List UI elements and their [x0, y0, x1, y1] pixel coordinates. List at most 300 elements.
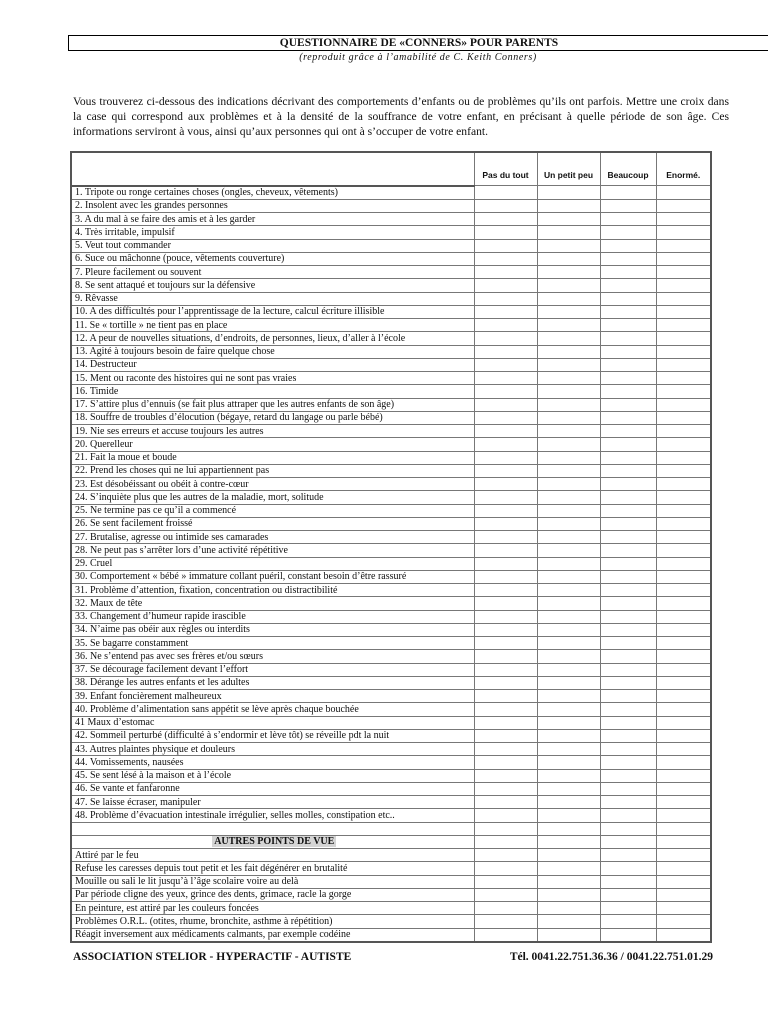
answer-checkbox[interactable]: [600, 782, 656, 795]
answer-checkbox[interactable]: [600, 478, 656, 491]
answer-checkbox[interactable]: [656, 902, 711, 915]
answer-checkbox[interactable]: [600, 544, 656, 557]
item-label: 15. Ment ou raconte des histoires qui ne sont pas vraies: [71, 372, 474, 385]
answer-checkbox[interactable]: [474, 345, 537, 358]
answer-checkbox[interactable]: [656, 597, 711, 610]
answer-checkbox[interactable]: [537, 756, 600, 769]
answer-checkbox: [474, 822, 537, 835]
answer-checkbox[interactable]: [600, 570, 656, 583]
answer-checkbox[interactable]: [656, 623, 711, 636]
answer-checkbox[interactable]: [537, 252, 600, 265]
question-row: [71, 650, 711, 663]
answer-checkbox[interactable]: [537, 478, 600, 491]
item-label: 22. Prend les choses qui ne lui appartiennent pas: [71, 464, 474, 477]
intro-paragraph: Vous trouverez ci-dessous des indications décrivant des comportements d’enfants ou de problèmes qu’ils ont parfois. Mettre une croix dans la case qui correspond aux problèmes et à la densité de la souffrance de votre enfant, en précisant à quelle période de son âge. Ces informations serviront à vous, ainsi qu’aux personnes qui ont à s’occuper de votre enfant.: [73, 95, 729, 138]
answer-checkbox[interactable]: [656, 464, 711, 477]
answer-checkbox[interactable]: [656, 888, 711, 901]
answer-checkbox[interactable]: [474, 504, 537, 517]
answer-checkbox[interactable]: [474, 650, 537, 663]
answer-checkbox[interactable]: [600, 557, 656, 570]
answer-checkbox[interactable]: [537, 809, 600, 822]
answer-checkbox: [537, 822, 600, 835]
item-label: 45. Se sent lésé à la maison et à l’école: [71, 769, 474, 782]
answer-checkbox[interactable]: [656, 637, 711, 650]
item-label: 2. Insolent avec les grandes personnes: [71, 199, 474, 212]
answer-checkbox[interactable]: [537, 888, 600, 901]
answer-checkbox[interactable]: [537, 504, 600, 517]
answer-checkbox[interactable]: [537, 862, 600, 875]
item-label: 9. Rêvasse: [71, 292, 474, 305]
answer-checkbox[interactable]: [537, 305, 600, 318]
answer-checkbox[interactable]: [656, 928, 711, 942]
answer-checkbox[interactable]: [656, 862, 711, 875]
answer-checkbox[interactable]: [537, 213, 600, 226]
empty-cell: [537, 835, 600, 848]
answer-checkbox[interactable]: [537, 875, 600, 888]
answer-checkbox[interactable]: [474, 279, 537, 292]
answer-checkbox[interactable]: [474, 464, 537, 477]
questionnaire-body: [71, 152, 711, 942]
question-row: [71, 796, 711, 809]
answer-checkbox[interactable]: [600, 796, 656, 809]
answer-checkbox[interactable]: [656, 769, 711, 782]
answer-checkbox[interactable]: [537, 570, 600, 583]
item-label: 40. Problème d’alimentation sans appétit se lève après chaque bouchée: [71, 703, 474, 716]
answer-checkbox[interactable]: [474, 372, 537, 385]
answer-checkbox[interactable]: [474, 862, 537, 875]
answer-checkbox[interactable]: [537, 597, 600, 610]
answer-checkbox[interactable]: [474, 252, 537, 265]
question-row: [71, 809, 711, 822]
answer-checkbox[interactable]: [537, 531, 600, 544]
other-question-row: [71, 902, 711, 915]
question-row: [71, 398, 711, 411]
section-title-cell: [71, 835, 474, 848]
answer-checkbox[interactable]: [474, 358, 537, 371]
question-row: [71, 464, 711, 477]
question-row: [71, 544, 711, 557]
document-subtitle: (reproduit grâce à l’amabilité de C. Keith Conners): [299, 52, 537, 63]
answer-checkbox[interactable]: [600, 809, 656, 822]
answer-checkbox[interactable]: [474, 319, 537, 332]
answer-checkbox[interactable]: [537, 186, 600, 200]
answer-checkbox[interactable]: [656, 305, 711, 318]
item-label: 37. Se décourage facilement devant l’effort: [71, 663, 474, 676]
answer-checkbox[interactable]: [656, 703, 711, 716]
answer-checkbox[interactable]: [537, 385, 600, 398]
answer-checkbox[interactable]: [474, 729, 537, 742]
answer-checkbox[interactable]: [600, 716, 656, 729]
answer-checkbox[interactable]: [537, 464, 600, 477]
answer-checkbox[interactable]: [656, 372, 711, 385]
answer-checkbox[interactable]: [537, 637, 600, 650]
answer-checkbox[interactable]: [537, 199, 600, 212]
answer-checkbox[interactable]: [600, 676, 656, 689]
answer-checkbox[interactable]: [600, 332, 656, 345]
answer-checkbox[interactable]: [656, 610, 711, 623]
question-row: [71, 438, 711, 451]
answer-checkbox[interactable]: [537, 544, 600, 557]
item-label: 33. Changement d’humeur rapide irascible: [71, 610, 474, 623]
answer-checkbox[interactable]: [474, 769, 537, 782]
answer-checkbox[interactable]: [656, 319, 711, 332]
answer-checkbox[interactable]: [600, 372, 656, 385]
answer-checkbox[interactable]: [656, 292, 711, 305]
answer-checkbox[interactable]: [537, 279, 600, 292]
answer-checkbox[interactable]: [537, 491, 600, 504]
answer-checkbox[interactable]: [600, 464, 656, 477]
answer-checkbox[interactable]: [656, 716, 711, 729]
answer-checkbox[interactable]: [537, 425, 600, 438]
answer-checkbox[interactable]: [656, 358, 711, 371]
answer-checkbox[interactable]: [656, 517, 711, 530]
answer-checkbox[interactable]: [537, 690, 600, 703]
item-label: Par période cligne des yeux, grince des dents, grimace, racle la gorge: [71, 888, 474, 901]
answer-checkbox[interactable]: [474, 623, 537, 636]
answer-checkbox[interactable]: [600, 252, 656, 265]
question-row: [71, 584, 711, 597]
answer-checkbox[interactable]: [474, 610, 537, 623]
answer-checkbox[interactable]: [537, 716, 600, 729]
question-row: [71, 252, 711, 265]
answer-checkbox[interactable]: [600, 491, 656, 504]
answer-checkbox[interactable]: [656, 915, 711, 928]
answer-checkbox[interactable]: [474, 398, 537, 411]
question-row: [71, 305, 711, 318]
answer-checkbox[interactable]: [537, 915, 600, 928]
answer-checkbox: [656, 822, 711, 835]
answer-checkbox[interactable]: [656, 279, 711, 292]
other-question-row: [71, 928, 711, 942]
answer-checkbox[interactable]: [600, 385, 656, 398]
answer-checkbox[interactable]: [600, 292, 656, 305]
other-question-row: [71, 862, 711, 875]
answer-checkbox[interactable]: [656, 398, 711, 411]
question-row: [71, 557, 711, 570]
answer-checkbox[interactable]: [474, 809, 537, 822]
answer-checkbox[interactable]: [537, 676, 600, 689]
answer-checkbox[interactable]: [656, 849, 711, 862]
answer-checkbox[interactable]: [474, 292, 537, 305]
item-label: 17. S’attire plus d’ennuis (se fait plus attraper que les autres enfants de son âge): [71, 398, 474, 411]
question-row: [71, 239, 711, 252]
answer-checkbox[interactable]: [600, 875, 656, 888]
answer-checkbox[interactable]: [600, 279, 656, 292]
answer-checkbox[interactable]: [474, 875, 537, 888]
answer-checkbox[interactable]: [537, 557, 600, 570]
answer-checkbox[interactable]: [600, 690, 656, 703]
answer-checkbox[interactable]: [537, 902, 600, 915]
column-header-beaucoup: Beaucoup: [600, 152, 656, 186]
item-label: En peinture, est attiré par les couleurs foncées: [71, 902, 474, 915]
answer-checkbox[interactable]: [656, 504, 711, 517]
answer-checkbox[interactable]: [474, 756, 537, 769]
answer-checkbox[interactable]: [656, 451, 711, 464]
answer-checkbox[interactable]: [600, 902, 656, 915]
question-row: [71, 266, 711, 279]
item-label: 5. Veut tout commander: [71, 239, 474, 252]
answer-checkbox[interactable]: [600, 398, 656, 411]
answer-checkbox[interactable]: [600, 504, 656, 517]
answer-checkbox[interactable]: [656, 411, 711, 424]
answer-checkbox[interactable]: [537, 928, 600, 942]
answer-checkbox[interactable]: [656, 875, 711, 888]
answer-checkbox[interactable]: [474, 226, 537, 239]
item-label: 1. Tripote ou ronge certaines choses (ongles, cheveux, vêtements): [71, 186, 474, 200]
answer-checkbox[interactable]: [600, 213, 656, 226]
answer-checkbox[interactable]: [600, 888, 656, 901]
answer-checkbox[interactable]: [474, 597, 537, 610]
item-label: 39. Enfant foncièrement malheureux: [71, 690, 474, 703]
answer-checkbox[interactable]: [600, 239, 656, 252]
answer-checkbox[interactable]: [474, 663, 537, 676]
answer-checkbox[interactable]: [656, 531, 711, 544]
answer-checkbox[interactable]: [474, 928, 537, 942]
answer-checkbox[interactable]: [600, 199, 656, 212]
answer-checkbox[interactable]: [474, 239, 537, 252]
answer-checkbox[interactable]: [600, 186, 656, 200]
item-label: 3. A du mal à se faire des amis et à les garder: [71, 213, 474, 226]
answer-checkbox[interactable]: [474, 411, 537, 424]
answer-checkbox[interactable]: [474, 849, 537, 862]
item-label: 46. Se vante et fanfaronne: [71, 782, 474, 795]
answer-checkbox[interactable]: [474, 570, 537, 583]
question-row: [71, 425, 711, 438]
answer-checkbox[interactable]: [656, 226, 711, 239]
answer-checkbox[interactable]: [537, 398, 600, 411]
answer-checkbox[interactable]: [537, 411, 600, 424]
answer-checkbox[interactable]: [600, 756, 656, 769]
question-row: [71, 186, 711, 200]
answer-checkbox[interactable]: [600, 650, 656, 663]
answer-checkbox[interactable]: [656, 663, 711, 676]
answer-checkbox[interactable]: [600, 531, 656, 544]
answer-checkbox[interactable]: [600, 703, 656, 716]
answer-checkbox[interactable]: [474, 385, 537, 398]
item-label: Refuse les caresses depuis tout petit et les fait dégénérer en brutalité: [71, 862, 474, 875]
answer-checkbox[interactable]: [537, 663, 600, 676]
answer-checkbox[interactable]: [656, 676, 711, 689]
answer-checkbox[interactable]: [537, 292, 600, 305]
answer-checkbox[interactable]: [656, 729, 711, 742]
answer-checkbox[interactable]: [474, 544, 537, 557]
answer-checkbox[interactable]: [537, 372, 600, 385]
item-label: 35. Se bagarre constamment: [71, 637, 474, 650]
item-label: 4. Très irritable, impulsif: [71, 226, 474, 239]
answer-checkbox[interactable]: [537, 358, 600, 371]
answer-checkbox[interactable]: [656, 266, 711, 279]
answer-checkbox[interactable]: [600, 915, 656, 928]
question-row: [71, 531, 711, 544]
item-label: Mouille ou sali le lit jusqu’à l’âge scolaire voire au delà: [71, 875, 474, 888]
answer-checkbox[interactable]: [537, 782, 600, 795]
answer-checkbox[interactable]: [474, 782, 537, 795]
answer-checkbox[interactable]: [537, 650, 600, 663]
item-label: 29. Cruel: [71, 557, 474, 570]
answer-checkbox[interactable]: [537, 319, 600, 332]
question-row: [71, 319, 711, 332]
answer-checkbox[interactable]: [600, 319, 656, 332]
answer-checkbox[interactable]: [537, 438, 600, 451]
answer-checkbox[interactable]: [600, 305, 656, 318]
answer-checkbox[interactable]: [537, 266, 600, 279]
answer-checkbox[interactable]: [600, 623, 656, 636]
answer-checkbox[interactable]: [600, 266, 656, 279]
item-label: 44. Vomissements, nausées: [71, 756, 474, 769]
answer-checkbox[interactable]: [656, 650, 711, 663]
answer-checkbox[interactable]: [537, 729, 600, 742]
answer-checkbox[interactable]: [600, 928, 656, 942]
answer-checkbox[interactable]: [656, 239, 711, 252]
question-row: [71, 610, 711, 623]
answer-checkbox[interactable]: [656, 756, 711, 769]
answer-checkbox[interactable]: [600, 729, 656, 742]
answer-checkbox[interactable]: [656, 809, 711, 822]
answer-checkbox[interactable]: [537, 703, 600, 716]
question-row: [71, 279, 711, 292]
item-label: 11. Se « tortille » ne tient pas en place: [71, 319, 474, 332]
footer-phone: Tél. 0041.22.751.36.36 / 0041.22.751.01.29: [509, 951, 713, 963]
answer-checkbox[interactable]: [474, 637, 537, 650]
answer-checkbox[interactable]: [474, 557, 537, 570]
answer-checkbox[interactable]: [474, 438, 537, 451]
answer-checkbox[interactable]: [656, 199, 711, 212]
column-header-enorme: Enormé.: [656, 152, 711, 186]
answer-checkbox[interactable]: [474, 332, 537, 345]
question-row: [71, 292, 711, 305]
answer-checkbox[interactable]: [656, 491, 711, 504]
question-row: [71, 385, 711, 398]
answer-checkbox[interactable]: [474, 199, 537, 212]
answer-checkbox[interactable]: [474, 743, 537, 756]
answer-checkbox[interactable]: [537, 743, 600, 756]
answer-checkbox[interactable]: [474, 796, 537, 809]
question-row: [71, 623, 711, 636]
answer-checkbox[interactable]: [474, 716, 537, 729]
answer-checkbox[interactable]: [474, 902, 537, 915]
answer-checkbox[interactable]: [600, 862, 656, 875]
answer-checkbox[interactable]: [656, 213, 711, 226]
item-label: 23. Est désobéissant ou obéit à contre-cœur: [71, 478, 474, 491]
answer-checkbox[interactable]: [600, 358, 656, 371]
answer-checkbox[interactable]: [537, 239, 600, 252]
answer-checkbox[interactable]: [537, 796, 600, 809]
answer-checkbox[interactable]: [656, 544, 711, 557]
answer-checkbox[interactable]: [656, 782, 711, 795]
answer-checkbox[interactable]: [474, 517, 537, 530]
question-row: [71, 637, 711, 650]
item-label: 43. Autres plaintes physique et douleurs: [71, 743, 474, 756]
answer-checkbox[interactable]: [600, 345, 656, 358]
question-row: [71, 491, 711, 504]
answer-checkbox[interactable]: [474, 186, 537, 200]
item-label: 16. Timide: [71, 385, 474, 398]
answer-checkbox[interactable]: [537, 769, 600, 782]
answer-checkbox[interactable]: [474, 305, 537, 318]
answer-checkbox[interactable]: [656, 584, 711, 597]
answer-checkbox[interactable]: [474, 676, 537, 689]
answer-checkbox[interactable]: [600, 769, 656, 782]
section-header-row: [71, 835, 711, 848]
answer-checkbox[interactable]: [656, 478, 711, 491]
answer-checkbox[interactable]: [600, 743, 656, 756]
empty-cell: [474, 835, 537, 848]
item-label: Problèmes O.R.L. (otites, rhume, bronchite, asthme à répétition): [71, 915, 474, 928]
answer-checkbox[interactable]: [600, 637, 656, 650]
answer-checkbox[interactable]: [656, 425, 711, 438]
answer-checkbox[interactable]: [656, 690, 711, 703]
answer-checkbox[interactable]: [600, 438, 656, 451]
question-row: [71, 597, 711, 610]
answer-checkbox[interactable]: [537, 623, 600, 636]
item-label: 21. Fait la moue et boude: [71, 451, 474, 464]
answer-checkbox[interactable]: [600, 584, 656, 597]
question-row: [71, 729, 711, 742]
column-header-pas-du-tout: Pas du tout: [474, 152, 537, 186]
answer-checkbox[interactable]: [537, 517, 600, 530]
answer-checkbox[interactable]: [474, 584, 537, 597]
answer-checkbox[interactable]: [600, 425, 656, 438]
answer-checkbox[interactable]: [474, 425, 537, 438]
answer-checkbox[interactable]: [474, 451, 537, 464]
answer-checkbox[interactable]: [474, 690, 537, 703]
other-question-row: [71, 888, 711, 901]
question-row: [71, 372, 711, 385]
answer-checkbox[interactable]: [474, 491, 537, 504]
answer-checkbox[interactable]: [656, 332, 711, 345]
answer-checkbox[interactable]: [474, 213, 537, 226]
answer-checkbox[interactable]: [474, 888, 537, 901]
answer-checkbox[interactable]: [600, 451, 656, 464]
answer-checkbox[interactable]: [474, 531, 537, 544]
answer-checkbox[interactable]: [537, 610, 600, 623]
answer-checkbox[interactable]: [474, 266, 537, 279]
answer-checkbox[interactable]: [537, 584, 600, 597]
answer-checkbox[interactable]: [600, 517, 656, 530]
column-header-un-petit-peu: Un petit peu: [537, 152, 600, 186]
answer-checkbox[interactable]: [600, 663, 656, 676]
answer-checkbox[interactable]: [537, 332, 600, 345]
answer-checkbox[interactable]: [474, 703, 537, 716]
question-row: [71, 504, 711, 517]
answer-checkbox[interactable]: [600, 411, 656, 424]
answer-checkbox[interactable]: [656, 345, 711, 358]
answer-checkbox[interactable]: [600, 849, 656, 862]
answer-checkbox[interactable]: [537, 849, 600, 862]
section-title: AUTRES POINTS DE VUE: [214, 836, 335, 848]
answer-checkbox[interactable]: [537, 451, 600, 464]
answer-checkbox[interactable]: [474, 915, 537, 928]
question-row: [71, 676, 711, 689]
answer-checkbox[interactable]: [656, 570, 711, 583]
question-row: [71, 756, 711, 769]
answer-checkbox[interactable]: [600, 597, 656, 610]
question-row: [71, 199, 711, 212]
answer-checkbox[interactable]: [656, 385, 711, 398]
answer-checkbox[interactable]: [656, 743, 711, 756]
answer-checkbox[interactable]: [656, 186, 711, 200]
answer-checkbox[interactable]: [656, 252, 711, 265]
answer-checkbox[interactable]: [474, 478, 537, 491]
answer-checkbox[interactable]: [600, 226, 656, 239]
answer-checkbox[interactable]: [537, 226, 600, 239]
answer-checkbox[interactable]: [600, 610, 656, 623]
answer-checkbox[interactable]: [656, 438, 711, 451]
other-question-row: [71, 849, 711, 862]
answer-checkbox[interactable]: [656, 557, 711, 570]
answer-checkbox[interactable]: [656, 796, 711, 809]
answer-checkbox[interactable]: [537, 345, 600, 358]
